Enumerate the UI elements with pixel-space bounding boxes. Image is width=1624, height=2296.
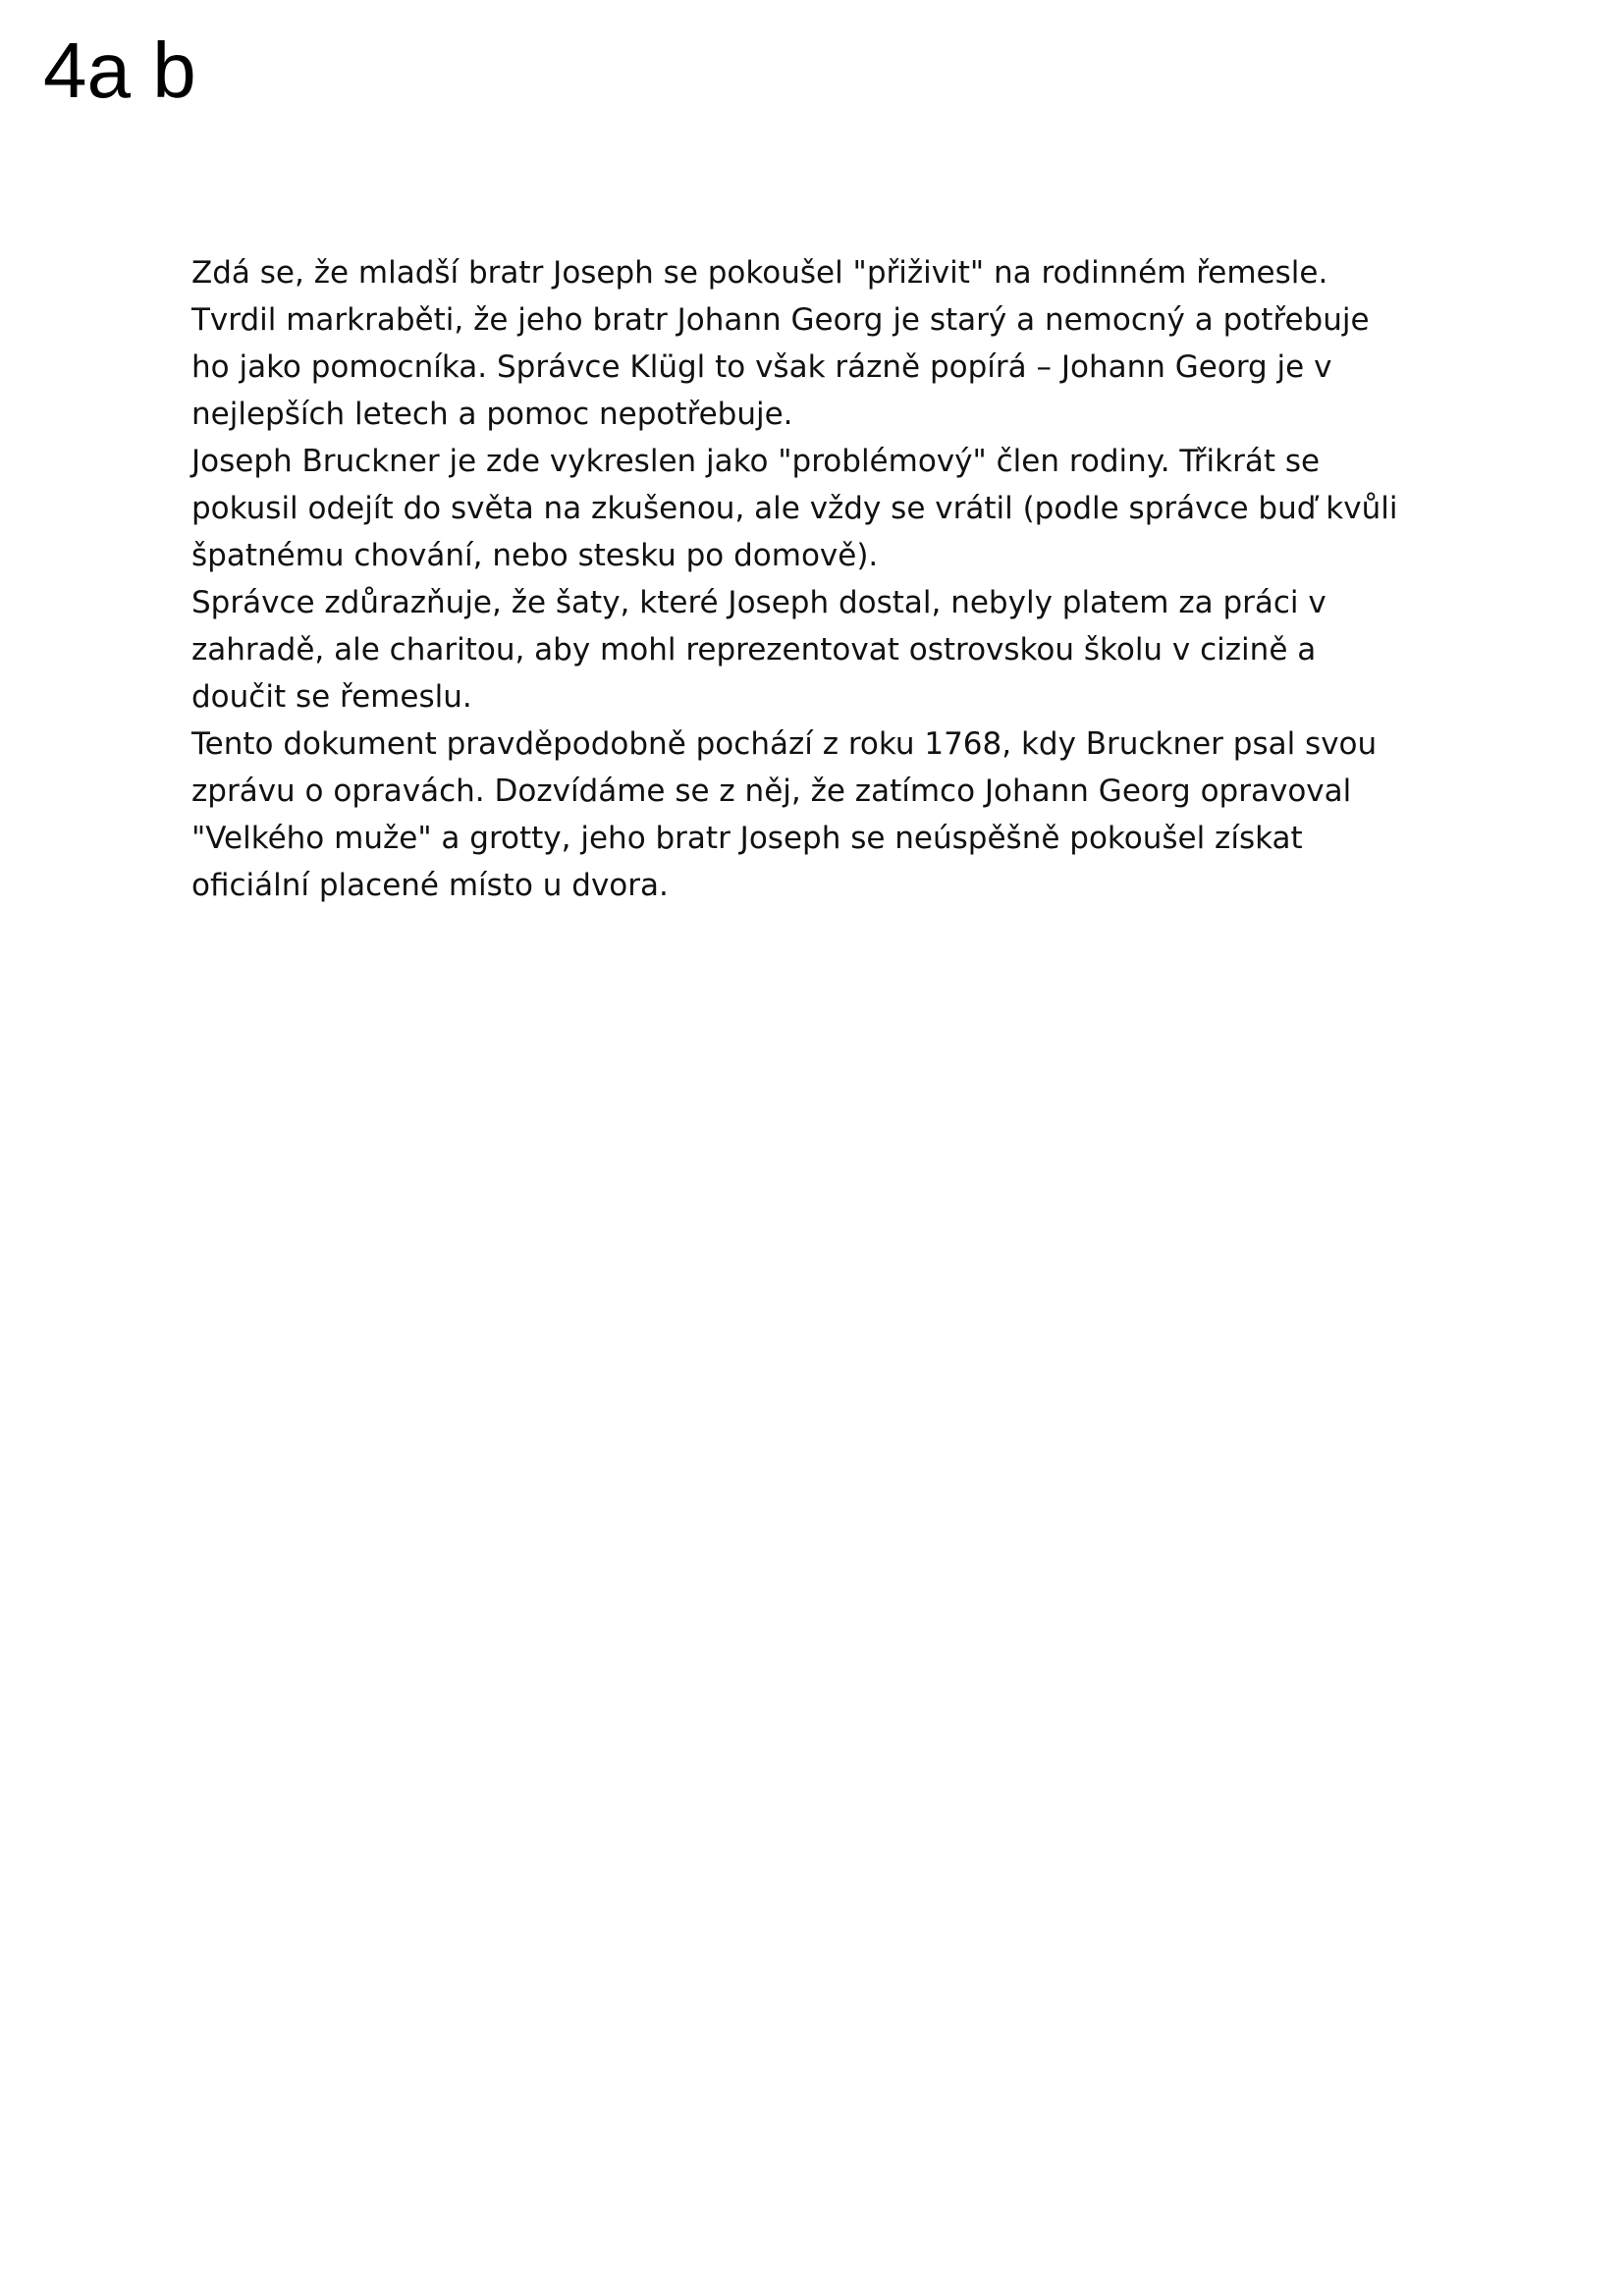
body-text bbox=[191, 249, 1468, 909]
text-line: Tento dokument pravděpodobně pochází z roku 1768, kdy Bruckner psal svou bbox=[191, 726, 1378, 762]
text-line: pokusil odejít do světa na zkušenou, ale vždy se vrátil (podle správce buď kvůli bbox=[191, 491, 1398, 526]
text-line: oficiální placené místo u dvora. bbox=[191, 868, 669, 903]
text-line: zahradě, ale charitou, aby mohl reprezentovat ostrovskou školu v cizině a bbox=[191, 632, 1317, 667]
text-line: ho jako pomocníka. Správce Klügl to však rázně popírá – Johann Georg je v bbox=[191, 349, 1332, 385]
text-line: zprávu o opravách. Dozvídáme se z něj, že zatímco Johann Georg opravoval bbox=[191, 774, 1352, 809]
text-line: "Velkého muže" a grotty, jeho bratr Joseph se neúspěšně pokoušel získat bbox=[191, 821, 1303, 856]
page-label: 4a b bbox=[43, 27, 196, 114]
text-line: Zdá se, že mladší bratr Joseph se pokoušel "přiživit" na rodinném řemesle. bbox=[191, 255, 1328, 291]
text-line: špatnému chování, nebo stesku po domově). bbox=[191, 538, 879, 573]
text-line: nejlepších letech a pomoc nepotřebuje. bbox=[191, 397, 793, 432]
text-line: Tvrdil markraběti, že jeho bratr Johann Georg je starý a nemocný a potřebuje bbox=[191, 302, 1370, 338]
text-line: Správce zdůrazňuje, že šaty, které Joseph dostal, nebyly platem za práci v bbox=[191, 585, 1326, 620]
text-line: Joseph Bruckner je zde vykreslen jako "problémový" člen rodiny. Třikrát se bbox=[191, 444, 1321, 479]
text-line: doučit se řemeslu. bbox=[191, 679, 472, 715]
